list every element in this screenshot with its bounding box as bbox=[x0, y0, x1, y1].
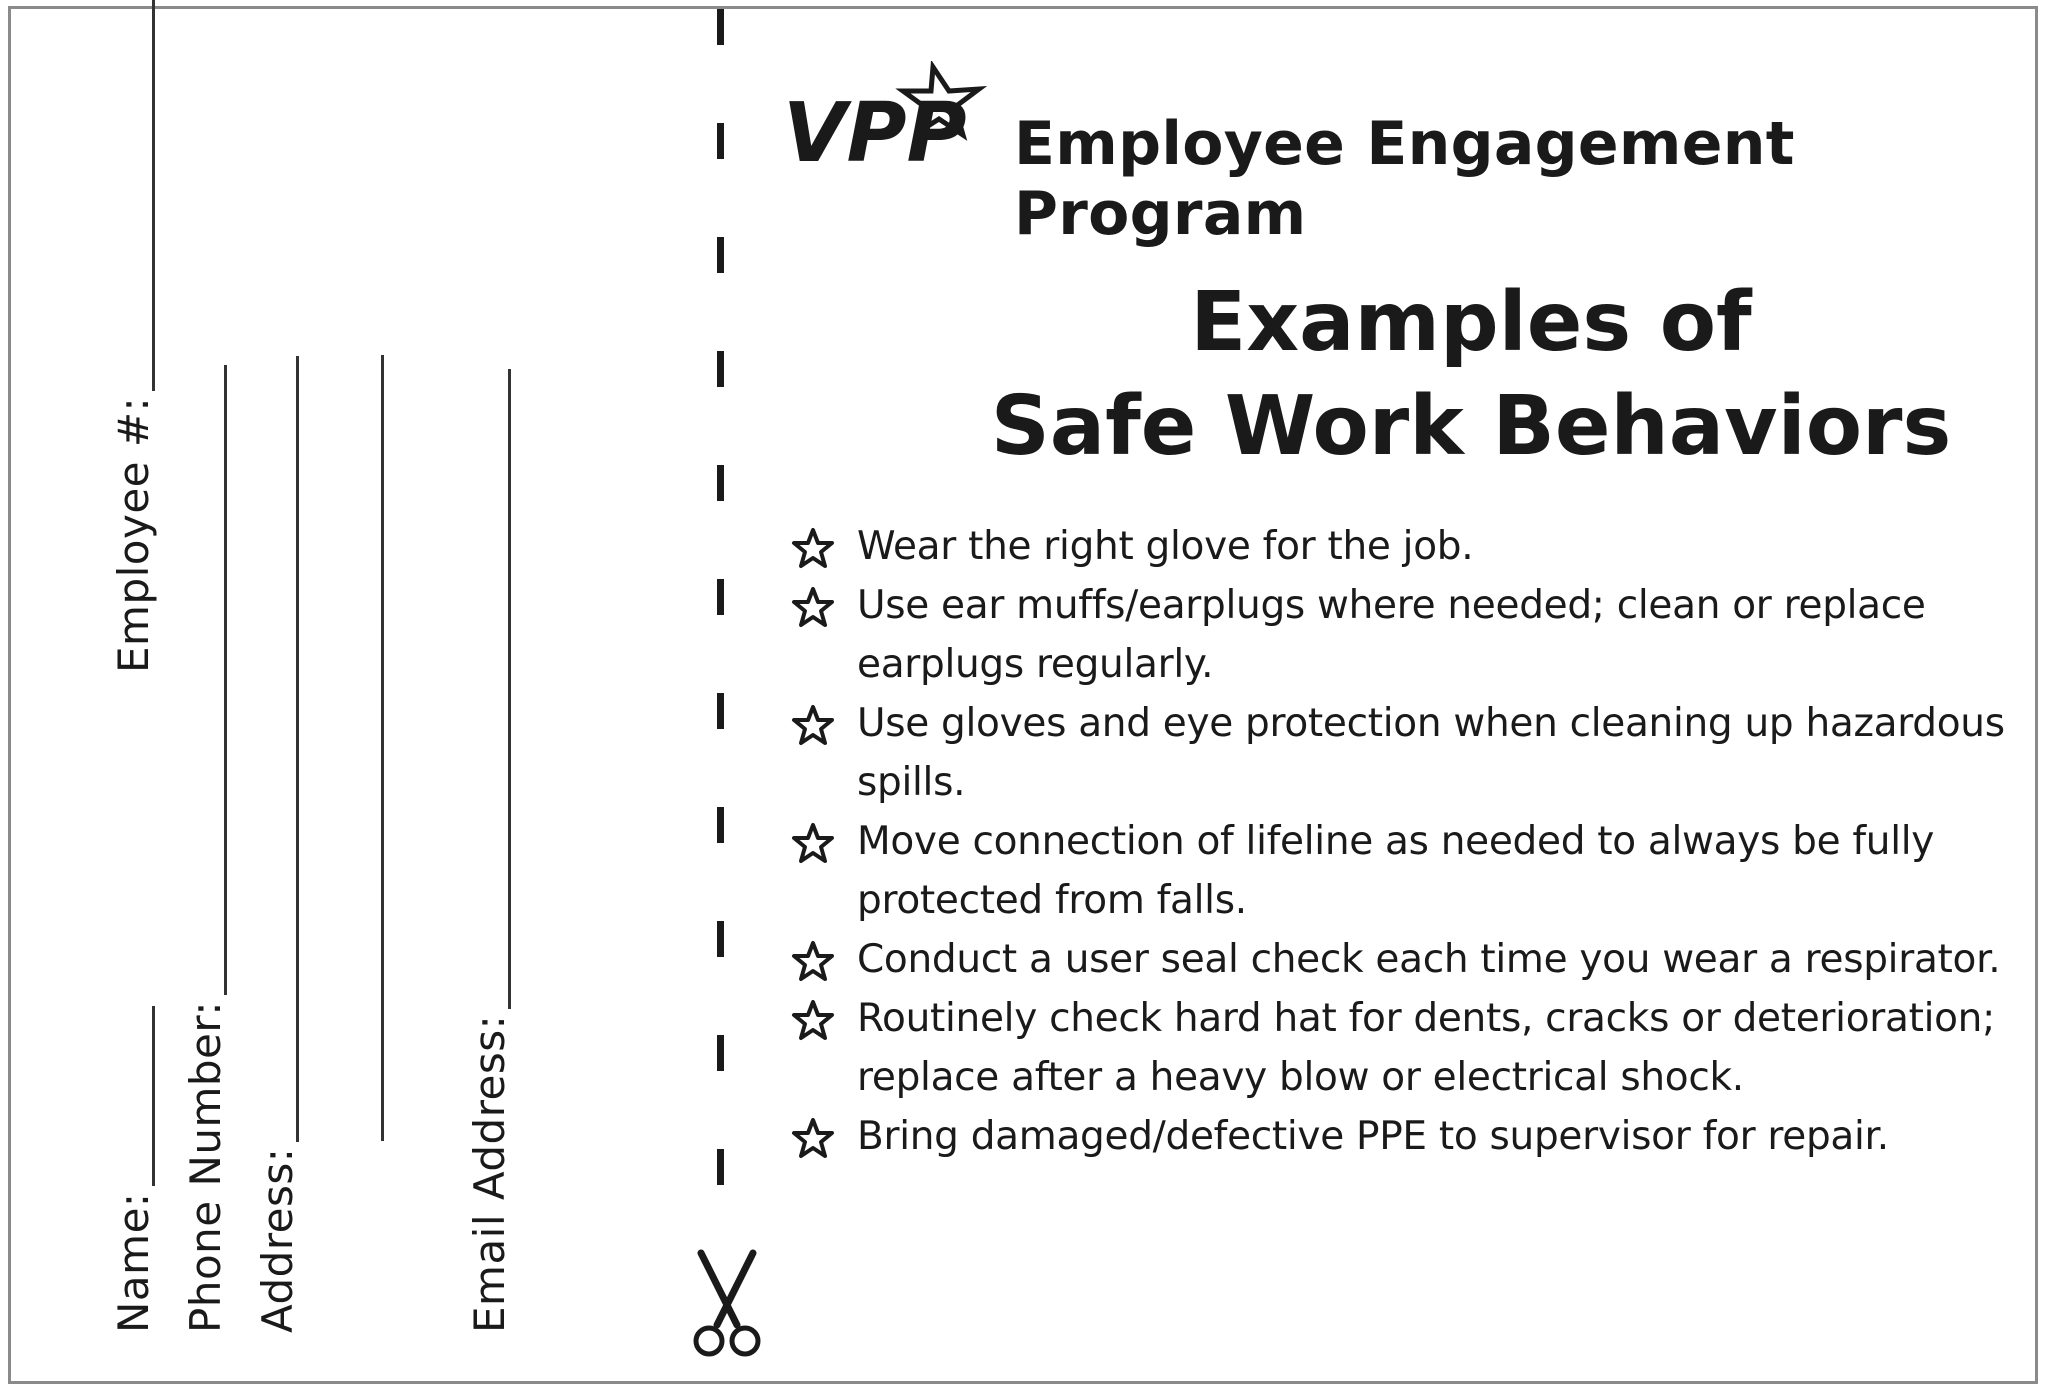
safe-behaviors-list bbox=[787, 517, 2037, 1166]
vpp-logo-text: VPP bbox=[783, 86, 967, 181]
list-item-text: Conduct a user seal check each time you wear a respirator. bbox=[857, 937, 2001, 982]
phone-number-line[interactable] bbox=[222, 365, 227, 995]
star-outline-icon bbox=[791, 999, 835, 1041]
list-item-text: Routinely check hard hat for dents, cracks or deterioration; replace after a heavy blow or electrical shock. bbox=[857, 996, 1995, 1100]
employee-number-label: Employee #: bbox=[109, 396, 158, 673]
cut-line bbox=[717, 9, 725, 1219]
email-address-field[interactable] bbox=[465, 369, 514, 1333]
list-item-text: Use gloves and eye protection when cleaning up hazardous spills. bbox=[857, 701, 2005, 805]
name-field[interactable] bbox=[109, 1006, 158, 1333]
star-outline-icon bbox=[791, 822, 835, 864]
star-outline-icon bbox=[791, 704, 835, 746]
phone-number-field[interactable] bbox=[181, 365, 230, 1333]
address-field[interactable] bbox=[253, 356, 302, 1333]
address-line[interactable] bbox=[294, 356, 299, 1142]
list-item bbox=[787, 576, 2037, 694]
employee-number-line[interactable] bbox=[150, 0, 155, 391]
list-item-text: Bring damaged/defective PPE to supervisor for repair. bbox=[857, 1114, 1889, 1159]
list-item bbox=[787, 812, 2037, 930]
address-label: Address: bbox=[253, 1147, 302, 1333]
address-continuation-line[interactable] bbox=[381, 355, 384, 1141]
email-address-line[interactable] bbox=[506, 369, 511, 1009]
list-item bbox=[787, 989, 2037, 1107]
title-line-2: Safe Work Behaviors bbox=[990, 379, 1952, 474]
star-outline-icon bbox=[791, 527, 835, 569]
star-outline-icon bbox=[791, 1117, 835, 1159]
email-address-label: Email Address: bbox=[465, 1014, 514, 1333]
list-item bbox=[787, 517, 2037, 576]
entry-stub bbox=[11, 9, 711, 1387]
engagement-card bbox=[8, 6, 2038, 1384]
page-title bbox=[971, 271, 1971, 479]
star-outline-icon bbox=[791, 586, 835, 628]
name-label: Name: bbox=[109, 1192, 158, 1333]
star-outline-icon bbox=[791, 940, 835, 982]
program-title: Employee Engagement Program bbox=[1014, 109, 1795, 249]
vpp-logo-icon bbox=[783, 61, 1003, 181]
list-item bbox=[787, 1107, 2037, 1166]
list-item-text: Use ear muffs/earplugs where needed; clean or replace earplugs regularly. bbox=[857, 583, 1926, 687]
title-line-1: Examples of bbox=[1190, 275, 1752, 370]
phone-number-label: Phone Number: bbox=[181, 1000, 230, 1333]
name-line[interactable] bbox=[150, 1006, 155, 1186]
employee-number-field[interactable] bbox=[109, 0, 158, 673]
list-item-text: Move connection of lifeline as needed to always be fully protected from falls. bbox=[857, 819, 1935, 923]
list-item bbox=[787, 930, 2037, 989]
list-item-text: Wear the right glove for the job. bbox=[857, 524, 1474, 569]
list-item bbox=[787, 694, 2037, 812]
scissors-icon bbox=[687, 1247, 767, 1359]
